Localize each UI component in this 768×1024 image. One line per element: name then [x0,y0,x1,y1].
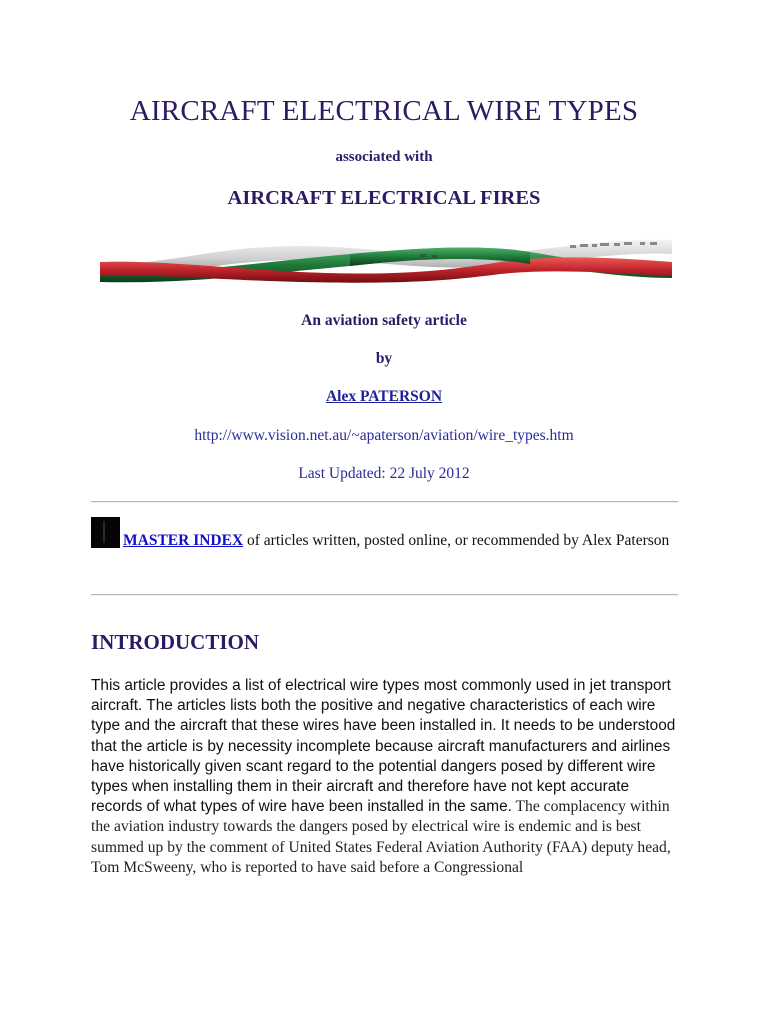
article-tagline: An aviation safety article [301,312,467,329]
master-index-text: of articles written, posted online, or recommended by Alex Paterson [243,532,670,549]
divider [91,501,678,503]
book-icon[interactable] [91,517,120,548]
associated-with-label: associated with [335,149,433,165]
intro-paragraph [91,676,681,878]
section-heading-introduction: INTRODUCTION [91,630,260,654]
page-subtitle: AIRCRAFT ELECTRICAL FIRES [227,187,541,209]
by-label: by [375,350,393,367]
master-index-row [91,517,678,550]
author-link[interactable] [0,388,768,406]
last-updated: Last Updated: 22 July 2012 [298,465,470,482]
article-url: http://www.vision.net.au/~apaterson/aviation/wire_types.htm [194,427,574,444]
twisted-wire-image [100,232,672,284]
intro-text-sans: This article provides a list of electrical wire types most commonly used in jet transport aircraft. The articles lists both the positive and negative characteristics of each wire type and the aircraft that these wires have been installed in. It needs to be understood that the article is by necessity incomplete because aircraft manufacturers and airlines have historically given scant regard to the potential dangers posed by different wire types when installing them in their aircraft and therefore have not kept accurate records of what types of wire have been installed in the same. [91,677,676,816]
page-title: AIRCRAFT ELECTRICAL WIRE TYPES [129,95,639,127]
intro-text-serif: The complacency within the aviation industry towards the dangers posed by electrical wire is endemic and is best summed up by the comment of United States Federal Aviation Authority (FAA) deputy head, Tom McSweeny, who is reported to have said before a Congressional [91,798,671,876]
master-index-link[interactable]: MASTER INDEX [123,532,244,549]
divider [91,594,678,596]
author-name[interactable]: Alex PATERSON [325,388,443,405]
